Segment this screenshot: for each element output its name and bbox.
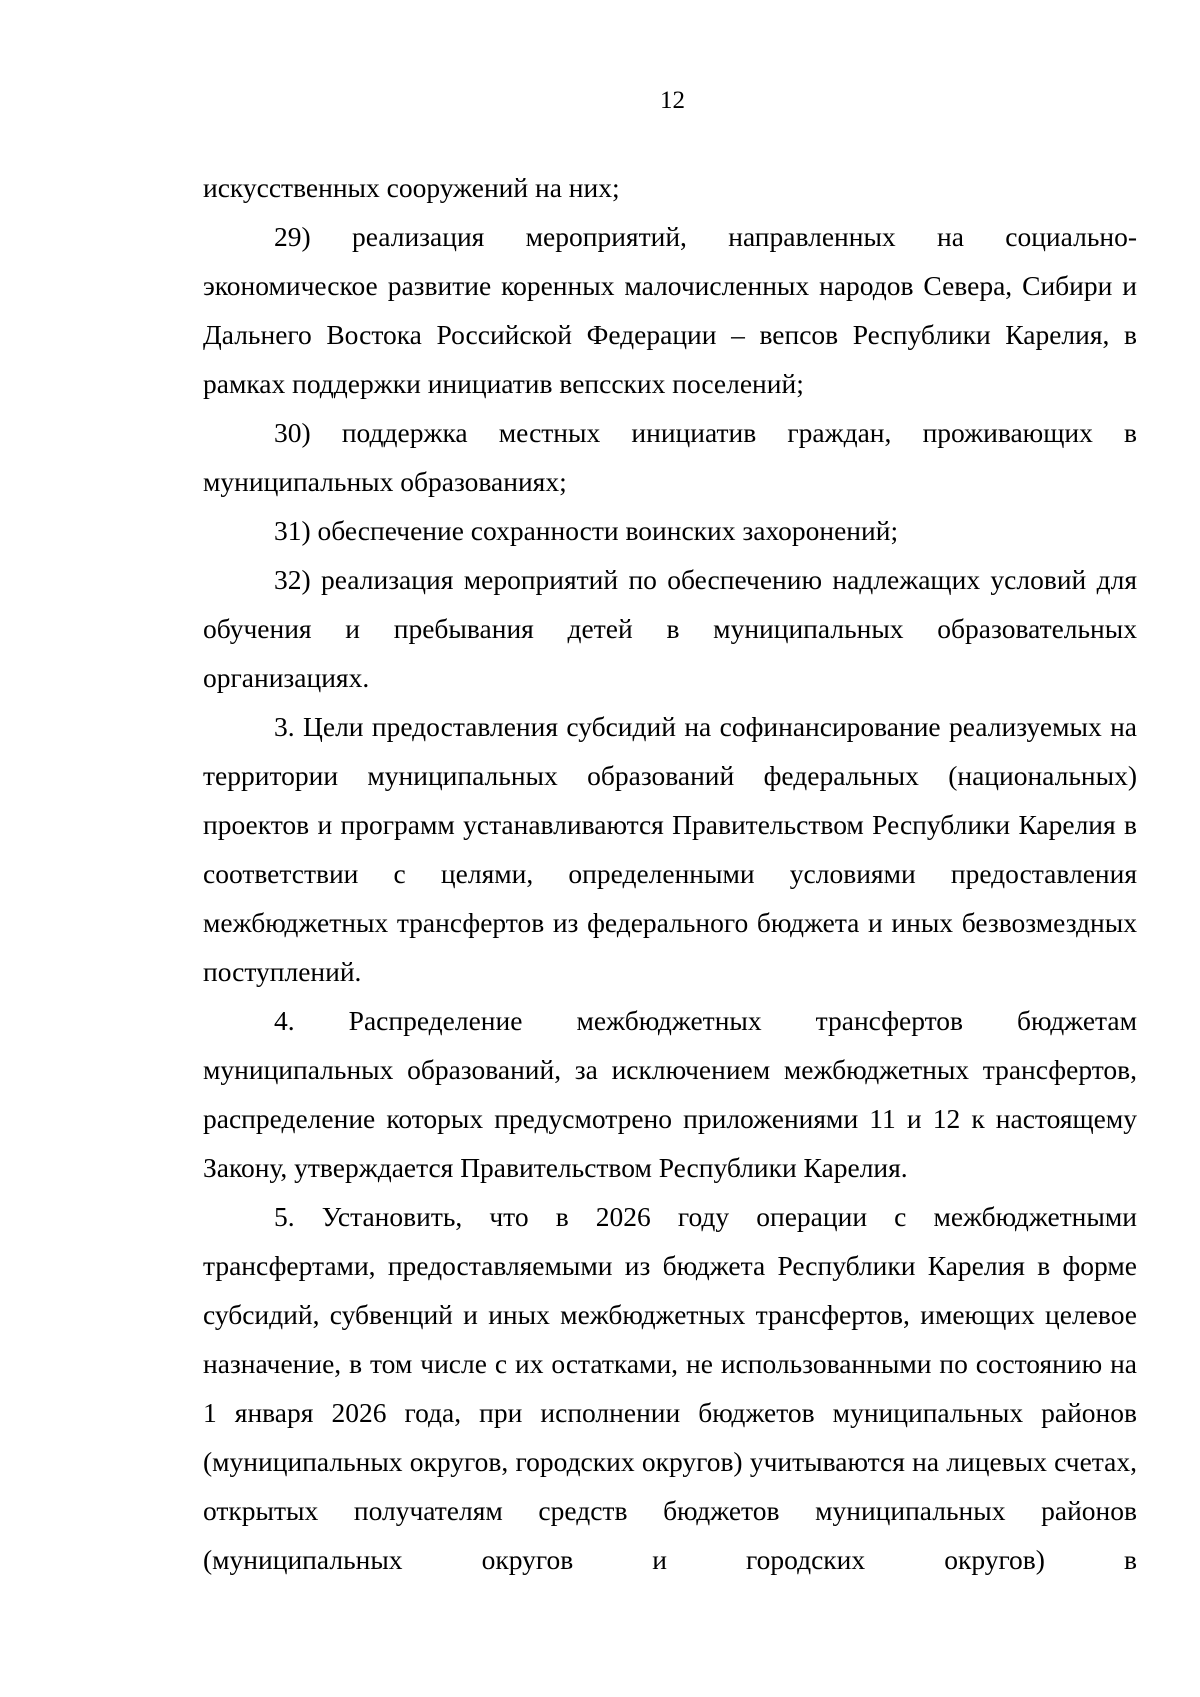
paragraph-item-30: 30) поддержка местных инициатив граждан, проживающих в муниципальных образованиях; bbox=[203, 417, 1137, 497]
paragraph-item-29: 29) реализация мероприятий, направленных на социально-экономическое развитие коренных малочисленных народов Севера, Сибири и Дальнего Востока Российской Федерации – вепсов Республики Карелия, в рамках поддержки инициатив вепсских поселений; bbox=[203, 221, 1137, 399]
paragraph-continuation: искусственных сооружений на них; bbox=[203, 172, 620, 203]
paragraph-section-5: 5. Установить, что в 2026 году операции с межбюджетными трансфертами, предоставляемыми из бюджета Республики Карелия в форме субсидий, субвенций и иных межбюджетных трансфертов, имеющих целевое назначение, в том числе с их остатками, не использованными по состоянию на 1 января 2026 года, при исполнении бюджетов муниципальных районов (муниципальных округов, городских округов) учитываются на лицевых счетах, открытых получателям средств бюджетов муниципальных районов (муниципальных округов и городских округов) в bbox=[203, 1201, 1137, 1575]
paragraph-section-3: 3. Цели предоставления субсидий на софинансирование реализуемых на территории муниципальных образований федеральных (национальных) проектов и программ устанавливаются Правительством Республики Карелия в соответствии с целями, определенными условиями предоставления межбюджетных трансфертов из федерального бюджета и иных безвозмездных поступлений. bbox=[203, 711, 1137, 987]
document-body bbox=[203, 163, 1137, 1584]
page-number: 12 bbox=[660, 87, 685, 114]
paragraph-item-32: 32) реализация мероприятий по обеспечению надлежащих условий для обучения и пребывания детей в муниципальных образовательных организациях. bbox=[203, 564, 1137, 693]
paragraph-section-4: 4. Распределение межбюджетных трансфертов бюджетам муниципальных образований, за исключением межбюджетных трансфертов, распределение которых предусмотрено приложениями 11 и 12 к настоящему Закону, утверждается Правительством Республики Карелия. bbox=[203, 1005, 1137, 1183]
paragraph-item-31: 31) обеспечение сохранности воинских захоронений; bbox=[274, 515, 899, 546]
